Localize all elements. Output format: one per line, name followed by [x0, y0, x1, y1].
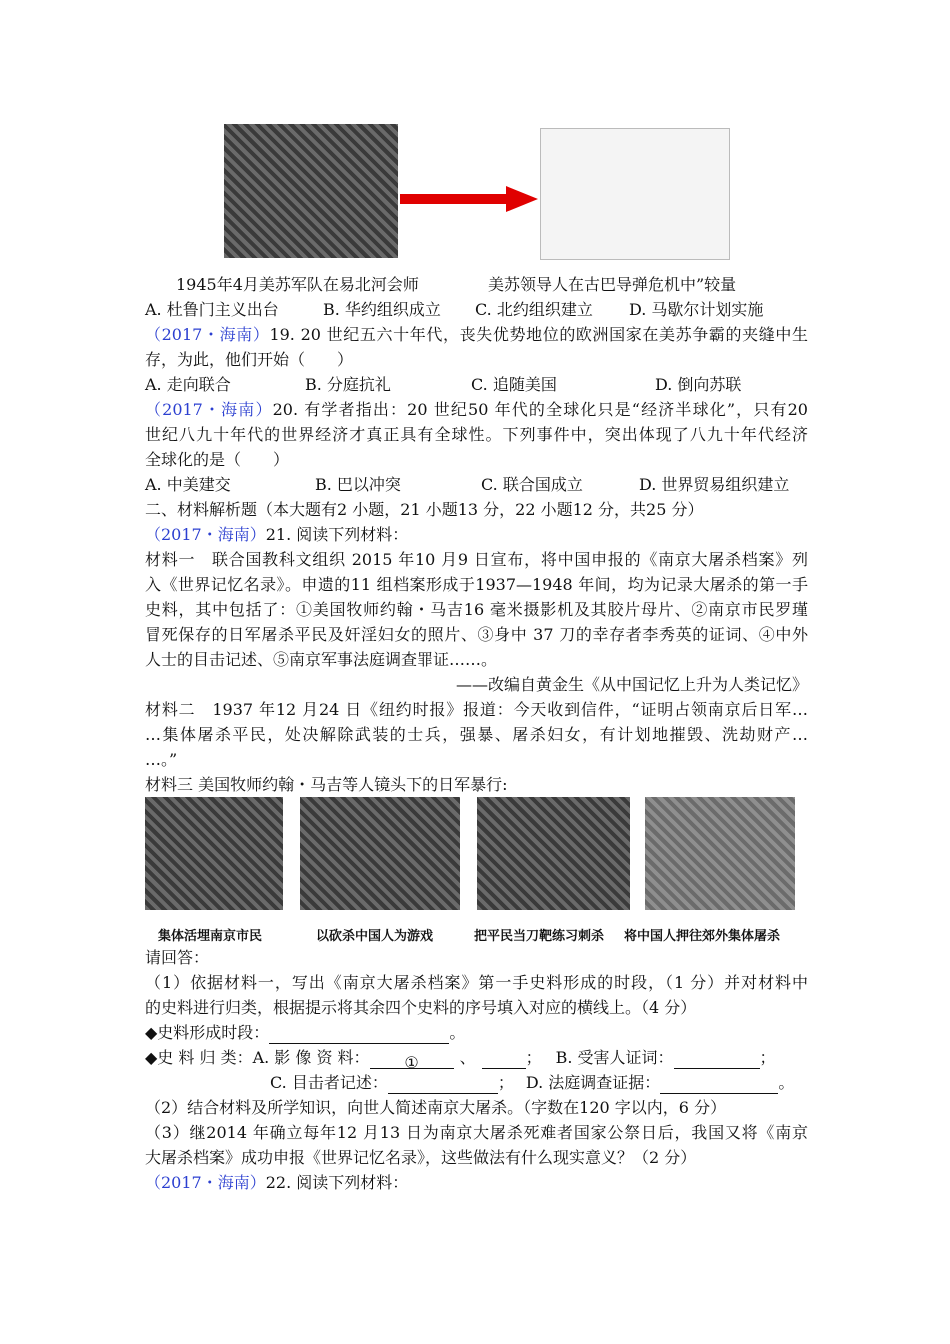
material2-line: …。” — [145, 750, 178, 769]
q21-intro: （2017・海南）21. 阅读下列材料： — [145, 525, 409, 544]
photo-caption: 以砍杀中国人为游戏 — [316, 929, 434, 944]
q20-line2: 世纪八九十年代的世界经济才真正具有全球性。下列事件中，突出体现了八九十年代经济 — [145, 425, 808, 444]
q20-line3: 全球化的是（ ） — [145, 450, 290, 469]
option-a: A. 走向联合 — [145, 375, 231, 394]
photo-escort — [645, 797, 795, 910]
source-tag: （2017・海南） — [145, 325, 270, 344]
material1-citation: ——改编自黄金生《从中国记忆上升为人类记忆》 — [455, 675, 808, 694]
answer-prompt: 请回答： — [145, 948, 210, 967]
section-heading: 二、材料解析题（本大题有2 小题，21 小题13 分，22 小题12 分，共25 分） — [145, 500, 704, 519]
field-d[interactable] — [660, 1077, 778, 1094]
material1-line: 史料，其中包括了：①美国牧师约翰・马吉16 毫米摄影机及其胶片母片、②南京市民罗瑾 — [145, 600, 808, 619]
material1-line: 入《世界记忆名录》。申遗的11 组档案形成于1937—1948 年间，均为记录大屠杀的第一手 — [145, 575, 808, 594]
sub3-line: （3）继2014 年确立每年12 月13 日为南京大屠杀死难者国家公祭日后，我国又将《南京 — [145, 1123, 808, 1142]
material2-line: 材料二 1937 年12 月24 日《纽约时报》报道：今天收到信件，“证明占领南京后日军… — [145, 700, 808, 719]
option-c: C. 追随美国 — [471, 375, 557, 394]
field-b[interactable] — [674, 1052, 760, 1069]
source-tag: （2017・海南） — [145, 400, 273, 419]
red-arrow-icon — [400, 186, 540, 212]
option-b: B. 巴以冲突 — [315, 475, 401, 494]
option-c: C. 联合国成立 — [481, 475, 583, 494]
option-d: D. 马歇尔计划实施 — [629, 300, 764, 319]
sub1-line: （1）依据材料一，写出《南京大屠杀档案》第一手史料形成的时段，（1 分）并对材料中 — [145, 973, 808, 992]
source-tag: （2017・海南） — [145, 525, 266, 544]
material1-line: 冒死保存的日军屠杀平民及奸淫妇女的照片、③身中 37 刀的幸存者李秀英的证词、④中外 — [145, 625, 808, 644]
material1-line: 材料一 联合国教科文组织 2015 年10 月9 日宣布，将中国申报的《南京大屠杀档案》列 — [145, 550, 808, 569]
q22-intro: （2017・海南）22. 阅读下列材料： — [145, 1173, 409, 1192]
source-tag: （2017・海南） — [145, 1173, 266, 1192]
material2-line: …集体屠杀平民，处决解除武装的士兵，强暴、屠杀妇女，有计划地摧毁、洗劫财产… — [145, 725, 808, 744]
field-c[interactable] — [388, 1077, 498, 1094]
q19-line1: （2017・海南）19. 20 世纪五六十年代，丧失优势地位的欧洲国家在美苏争霸的夹缝中生 — [145, 325, 808, 344]
classify-row-2: C. 目击者记述： ； D. 法庭调查证据： 。 — [270, 1073, 795, 1092]
option-d: D. 世界贸易组织建立 — [639, 475, 790, 494]
photo-bayonet — [477, 797, 630, 910]
photo-elbe-meeting — [224, 124, 398, 258]
option-a: A. 中美建交 — [145, 475, 231, 494]
sub3-line: 大屠杀档案》成功申报《世界记忆名录》，这些做法有什么现实意义？（2 分） — [145, 1148, 697, 1167]
option-b: B. 分庭抗礼 — [305, 375, 391, 394]
option-a: A. 杜鲁门主义出台 — [145, 300, 279, 319]
material1-line: 人士的目击记述、⑤南京军事法庭调查罪证……。 — [145, 650, 498, 669]
classify-row: ◆史 料 归 类：A. 影 像 资 料： ① 、 ； B. 受害人证词： ； — [145, 1048, 776, 1072]
photo-caption: 把平民当刀靶练习刺杀 — [474, 929, 605, 944]
period-row: ◆史料形成时段： 。 — [145, 1023, 466, 1042]
material3-heading: 材料三 美国牧师约翰・马吉等人镜头下的日军暴行: — [145, 775, 508, 794]
caption-elbe: 1945年4月美苏军队在易北河会师 — [176, 275, 419, 294]
field-a1[interactable]: ① — [370, 1052, 454, 1069]
cartoon-cuban-missile-crisis — [540, 128, 730, 260]
period-answer-field[interactable] — [269, 1027, 449, 1044]
photo-burial — [145, 797, 283, 910]
option-c: C. 北约组织建立 — [475, 300, 593, 319]
photo-caption: 将中国人押往郊外集体屠杀 — [624, 929, 781, 944]
photo-caption: 集体活埋南京市民 — [158, 929, 263, 944]
caption-cartoon: 美苏领导人在古巴导弹危机中”较量 — [488, 275, 737, 294]
q19-line2: 存，为此，他们开始（ ） — [145, 350, 354, 369]
sub1-line: 的史料进行归类，根据提示将其余四个史料的序号填入对应的横线上。（4 分） — [145, 998, 697, 1017]
option-b: B. 华约组织成立 — [323, 300, 441, 319]
sub2: （2）结合材料及所学知识，向世人简述南京大屠杀。（字数在120 字以内，6 分） — [145, 1098, 727, 1117]
option-d: D. 倒向苏联 — [655, 375, 742, 394]
photo-killing-game — [300, 797, 460, 910]
field-a2[interactable] — [482, 1052, 526, 1069]
q20-line1: （2017・海南）20. 有学者指出：20 世纪50 年代的全球化只是“经济半球化”，只有20 — [145, 400, 808, 419]
